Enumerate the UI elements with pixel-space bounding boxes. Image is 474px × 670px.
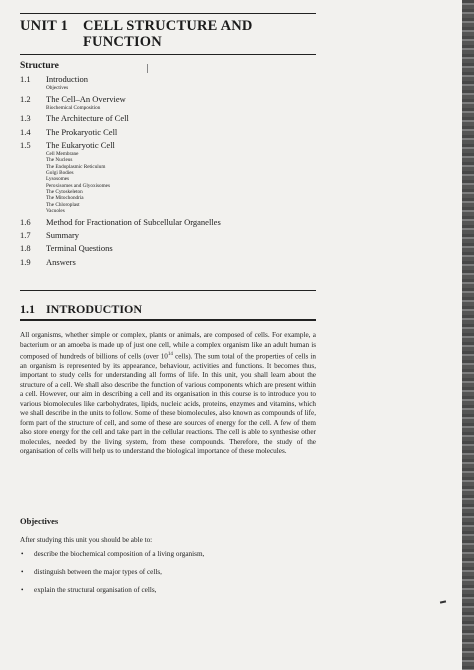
toc-item-title: Method for Fractionation of Subcellular Organelles — [46, 216, 221, 227]
list-item — [20, 586, 316, 604]
toc-item-title: The Architecture of Cell — [46, 113, 129, 124]
toc-subitem: Peroxisomes and Glyoxisomes — [46, 182, 110, 189]
bullet-icon: • — [21, 568, 24, 576]
objective-text: describe the biochemical composition of a living organism, — [34, 550, 205, 558]
intro-text-part-1: All organisms, whether simple or complex, plants or animals, are composed of cells. For example, a bacterium or an amoeba is made up of just one cell, while a complex organism like an adult human is composed of hundreds of billions of cells (over 10 — [20, 331, 316, 361]
intro-exponent: 14 — [167, 352, 173, 357]
bullet-icon: • — [21, 550, 24, 558]
toc-item-title: The Prokaryotic Cell — [46, 126, 118, 137]
page-mark — [440, 600, 446, 603]
objectives-heading: Objectives — [20, 516, 59, 526]
toc-spacer — [20, 268, 320, 270]
toc-item — [20, 217, 320, 228]
structure-heading: Structure — [20, 61, 59, 71]
objective-text: explain the structural organisation of cells, — [34, 586, 157, 594]
objective-text: distinguish between the major types of cells, — [34, 568, 162, 576]
toc-subitem: Lysosomes — [46, 176, 70, 183]
toc-item-number: 1.3 — [20, 113, 31, 124]
toc-item-number: 1.2 — [20, 93, 31, 104]
toc-item — [20, 257, 320, 268]
introduction-heading — [20, 302, 142, 317]
objectives-intro: After studying this unit you should be able to: — [20, 536, 153, 544]
toc-subitem: Biochemical Composition — [46, 104, 101, 111]
toc-item — [20, 94, 320, 111]
toc-item-number: 1.4 — [20, 126, 31, 137]
title-underline-rule — [20, 54, 316, 55]
toc-subitem: Objectives — [46, 85, 69, 91]
unit-number: UNIT 1 — [20, 18, 69, 34]
toc-item — [20, 113, 320, 124]
toc-subitem: Vacuoles — [46, 207, 65, 214]
introduction-title: INTRODUCTION — [46, 302, 143, 316]
toc-subitem: Cell Membrane — [46, 151, 79, 158]
toc-subitem: Golgi Bodies — [46, 170, 74, 177]
toc-item-title: The Eukaryotic Cell — [46, 140, 115, 151]
toc-item-number: 1.6 — [20, 216, 31, 227]
toc-item — [20, 127, 320, 138]
toc-subitems — [46, 85, 320, 91]
intro-text-part-2: cells). The sum total of the properties of cells in an organism is represented by its appearance, behaviour, activities and functions. It becomes thus, important to study cells for understanding all forms of life. In this unit, you shall learn about the structure of a cell. We shall also describe the function of various components which are present within a cell. However, our aim in describing a cell and its organisation in this course is to introduce you to various biomolecules like carbohydrates, lipids, nucleic acids, proteins, enzymes and vitamins, which we shall describe in the units to follow. Some of these biomolecules, also known as compounds of life, form part of the structure of cell, and some of these are sources of energy for the cell. A few of them also store energy for the cell and take part in the cellular reactions. The cell is able to synthesise other molecules, needed by the living system, from these compounds. Therefore, the study of the organisation of cells will help us to understand the biological importance of these molecules. — [20, 352, 317, 456]
toc-subitems — [46, 105, 320, 111]
toc-item — [20, 243, 320, 254]
toc-subitem: The Chloroplast — [46, 201, 80, 208]
toc-item-number: 1.5 — [20, 140, 31, 151]
toc-item-title: Introduction — [46, 74, 89, 84]
section-rule-top — [20, 290, 316, 291]
toc-item-title: Answers — [46, 256, 76, 267]
objectives-list — [20, 550, 316, 604]
margin-mark — [147, 64, 148, 73]
toc-item-number: 1.7 — [20, 229, 31, 240]
toc-item-number: 1.1 — [20, 74, 31, 84]
toc-subitem: The Endoplasmic Reticulum — [46, 163, 106, 170]
scan-edge-shadow — [462, 0, 474, 670]
unit-title-line-2: FUNCTION — [83, 34, 162, 50]
section-rule-bottom — [20, 319, 316, 321]
unit-title-line-1: CELL STRUCTURE AND — [83, 18, 253, 34]
introduction-paragraph — [20, 331, 316, 457]
toc-item-number: 1.9 — [20, 256, 31, 267]
toc-item-number: 1.8 — [20, 243, 31, 254]
toc-subitems — [46, 151, 320, 214]
table-of-contents — [20, 74, 320, 270]
introduction-number: 1.1 — [20, 302, 35, 316]
list-item — [20, 550, 316, 568]
toc-item — [20, 230, 320, 241]
toc-subitem: The Mitochondria — [46, 195, 84, 202]
bullet-icon: • — [21, 586, 24, 594]
list-item — [20, 568, 316, 586]
top-rule — [20, 13, 316, 14]
toc-item-title: The Cell–An Overview — [46, 93, 126, 104]
toc-subitem: The Nucleus — [46, 157, 73, 164]
toc-item-title: Summary — [46, 229, 80, 240]
toc-subitem: The Cytoskeleton — [46, 188, 83, 195]
toc-item-title: Terminal Questions — [46, 243, 113, 254]
toc-item — [20, 140, 320, 214]
toc-item — [20, 74, 320, 91]
